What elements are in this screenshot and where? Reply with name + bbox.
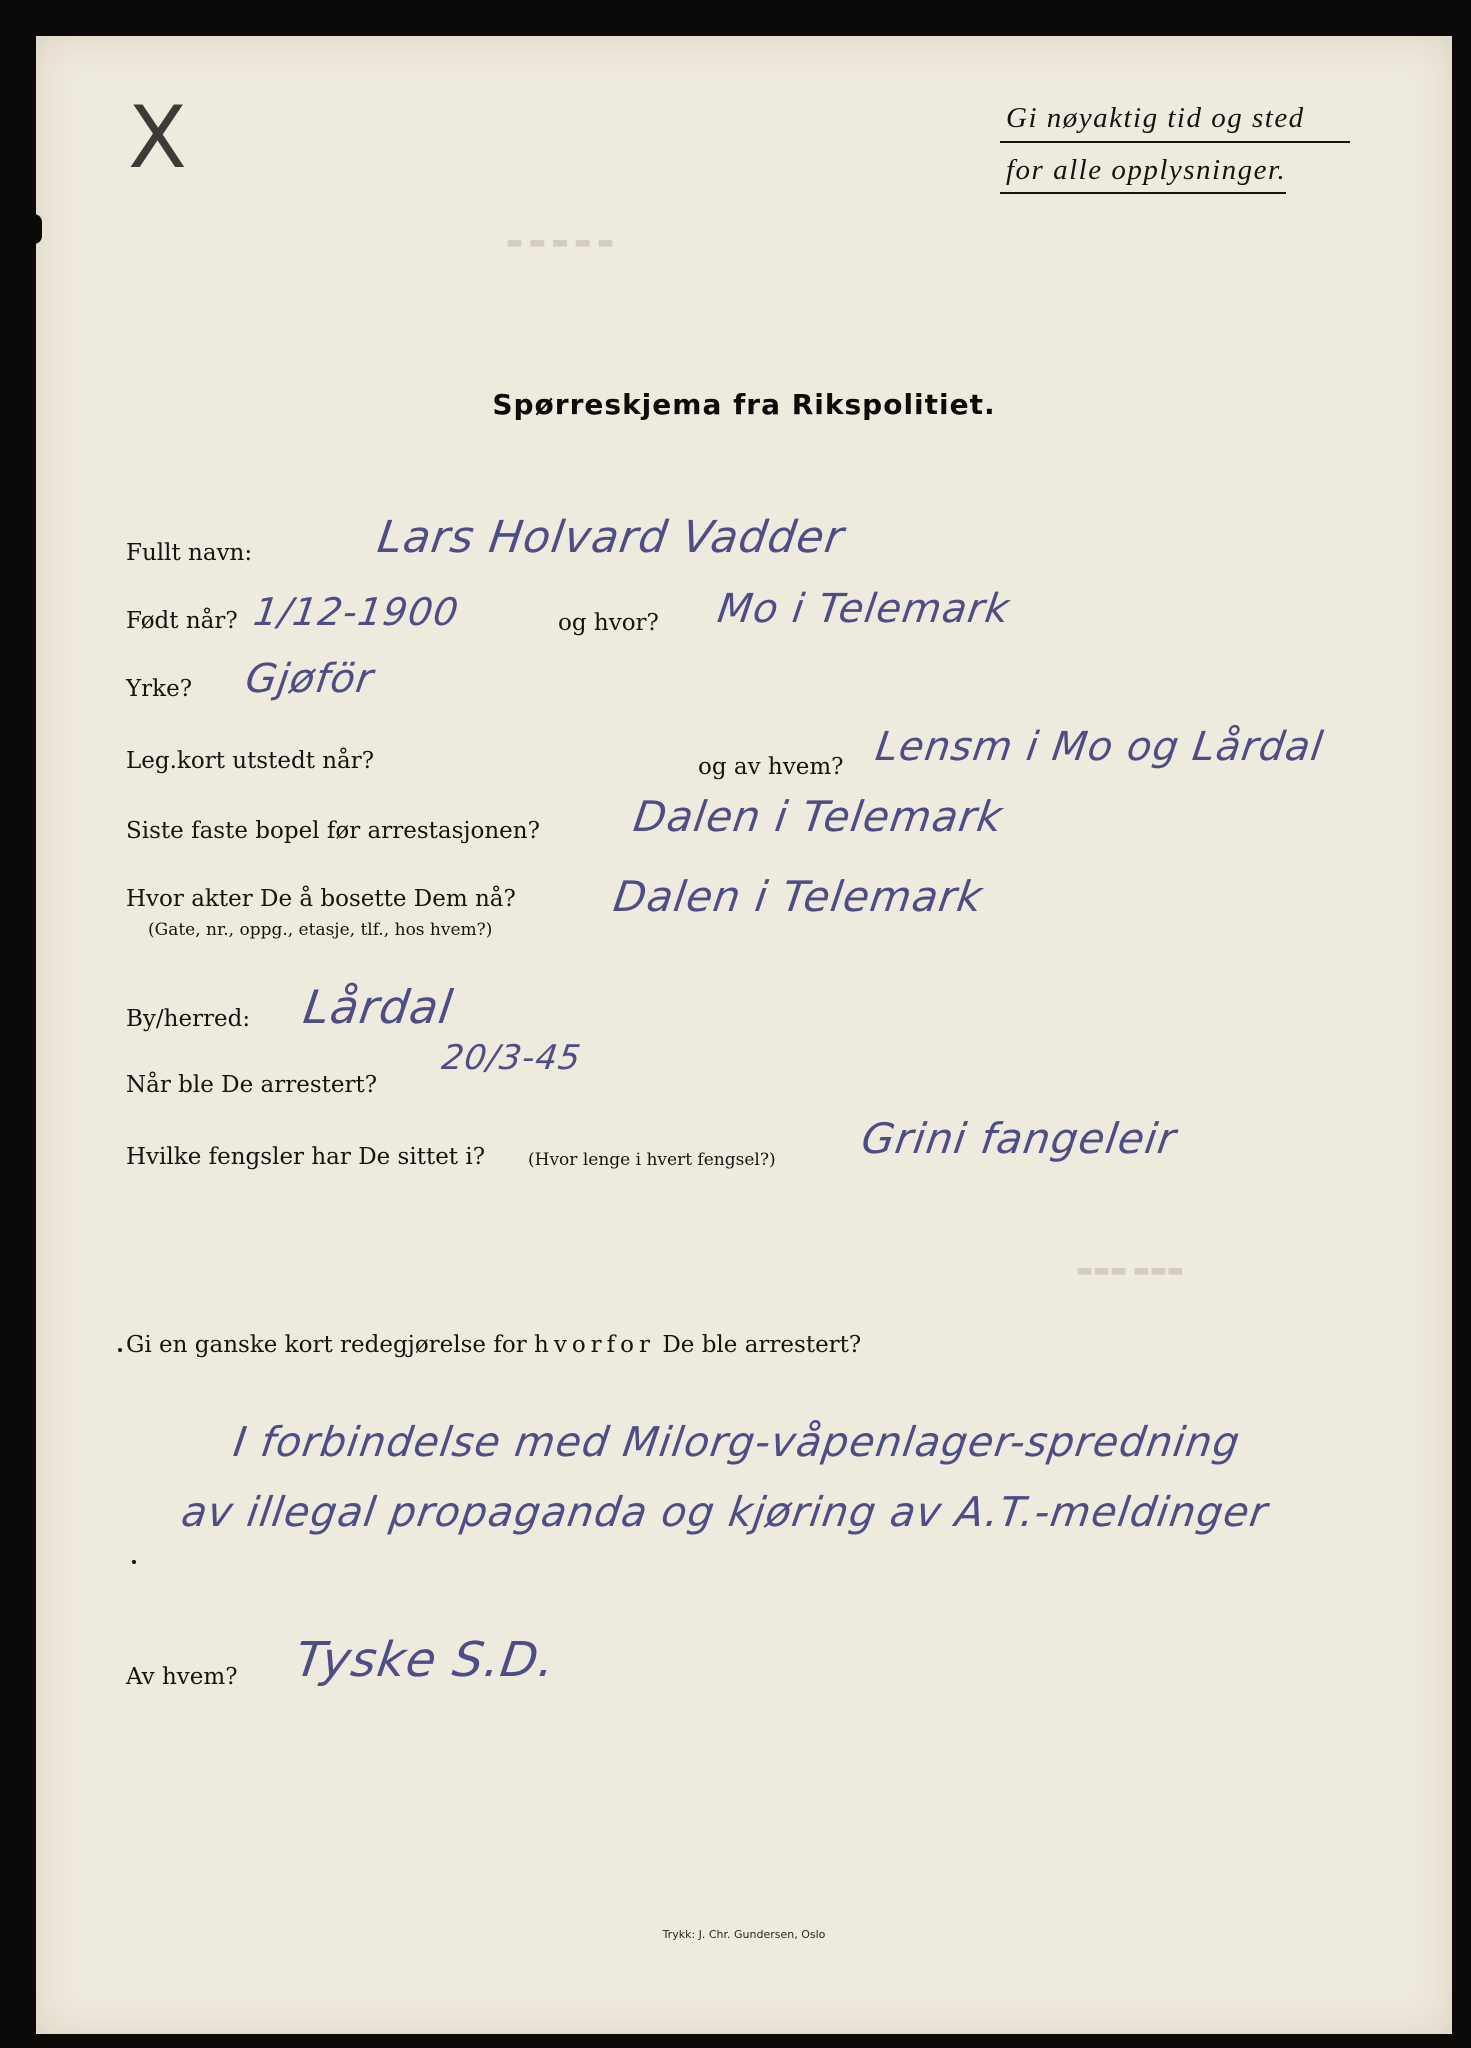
arrested-when-value: 20/3-45 bbox=[439, 1038, 584, 1078]
arrested-when-label: Når ble De arrestert? bbox=[126, 1072, 378, 1098]
corner-mark: X bbox=[128, 88, 188, 188]
arrested-by-label: Av hvem? bbox=[126, 1664, 238, 1690]
prisons-label: Hvilke fengsler har De sittet i? bbox=[126, 1144, 486, 1170]
printer-credit: Trykk: J. Chr. Gundersen, Oslo bbox=[662, 1928, 826, 1941]
reason-line1: I forbindelse med Milorg-våpenlager-spredning bbox=[230, 1418, 1244, 1466]
arrested-by-value: Tyske S.D. bbox=[292, 1632, 560, 1688]
settle-where-sublabel: (Gate, nr., oppg., etasje, tlf., hos hvem?) bbox=[148, 920, 493, 940]
reason-label bbox=[126, 1332, 861, 1358]
header-note-line1: Gi nøyaktig tid og sted bbox=[1006, 102, 1305, 134]
occupation-label: Yrke? bbox=[126, 676, 193, 702]
born-when-label: Født når? bbox=[126, 608, 238, 634]
municipality-label: By/herred: bbox=[126, 1006, 251, 1032]
margin-dot bbox=[132, 1560, 136, 1564]
id-card-when-label: Leg.kort utstedt når? bbox=[126, 748, 375, 774]
born-where-value: Mo i Telemark bbox=[714, 586, 1013, 632]
full-name-value: Lars Holvard Vadder bbox=[374, 512, 848, 563]
prisons-value: Grini fangeleir bbox=[858, 1114, 1180, 1163]
form-title: Spørreskjema fra Rikspolitiet. bbox=[492, 388, 996, 421]
header-note-rule1 bbox=[1000, 141, 1350, 143]
born-where-label: og hvor? bbox=[558, 610, 659, 636]
municipality-value: Lårdal bbox=[300, 980, 457, 1034]
settle-where-value: Dalen i Telemark bbox=[610, 872, 987, 921]
prisons-sublabel: (Hvor lenge i hvert fengsel?) bbox=[528, 1150, 776, 1170]
paper-notch bbox=[30, 214, 42, 244]
header-note-rule2 bbox=[1000, 192, 1286, 194]
bleed-through-mark: ▬ ▬ ▬ ▬ ▬ bbox=[506, 232, 614, 253]
id-card-by-value: Lensm i Mo og Lårdal bbox=[872, 724, 1327, 770]
bleed-through-mark: ▬▬▬ ▬▬▬ bbox=[1076, 1260, 1184, 1281]
reason-label-emphasis: hvorfor bbox=[534, 1332, 656, 1358]
reason-label-post: De ble arrestert? bbox=[662, 1332, 862, 1358]
settle-where-label: Hvor akter De å bosette Dem nå? bbox=[126, 886, 516, 912]
form-sheet bbox=[36, 36, 1452, 2034]
reason-line2: av illegal propaganda og kjøring av A.T.-meldinger bbox=[178, 1488, 1272, 1536]
born-when-value: 1/12-1900 bbox=[250, 590, 462, 634]
occupation-value: Gjøför bbox=[242, 656, 377, 702]
reason-label-pre: Gi en ganske kort redegjørelse for bbox=[126, 1332, 527, 1358]
id-card-by-label: og av hvem? bbox=[698, 754, 844, 780]
last-address-label: Siste faste bopel før arrestasjonen? bbox=[126, 818, 540, 844]
header-note-line2: for alle opplysninger. bbox=[1006, 154, 1287, 186]
last-address-value: Dalen i Telemark bbox=[630, 792, 1007, 841]
margin-dot bbox=[118, 1348, 122, 1352]
full-name-label: Fullt navn: bbox=[126, 540, 253, 566]
